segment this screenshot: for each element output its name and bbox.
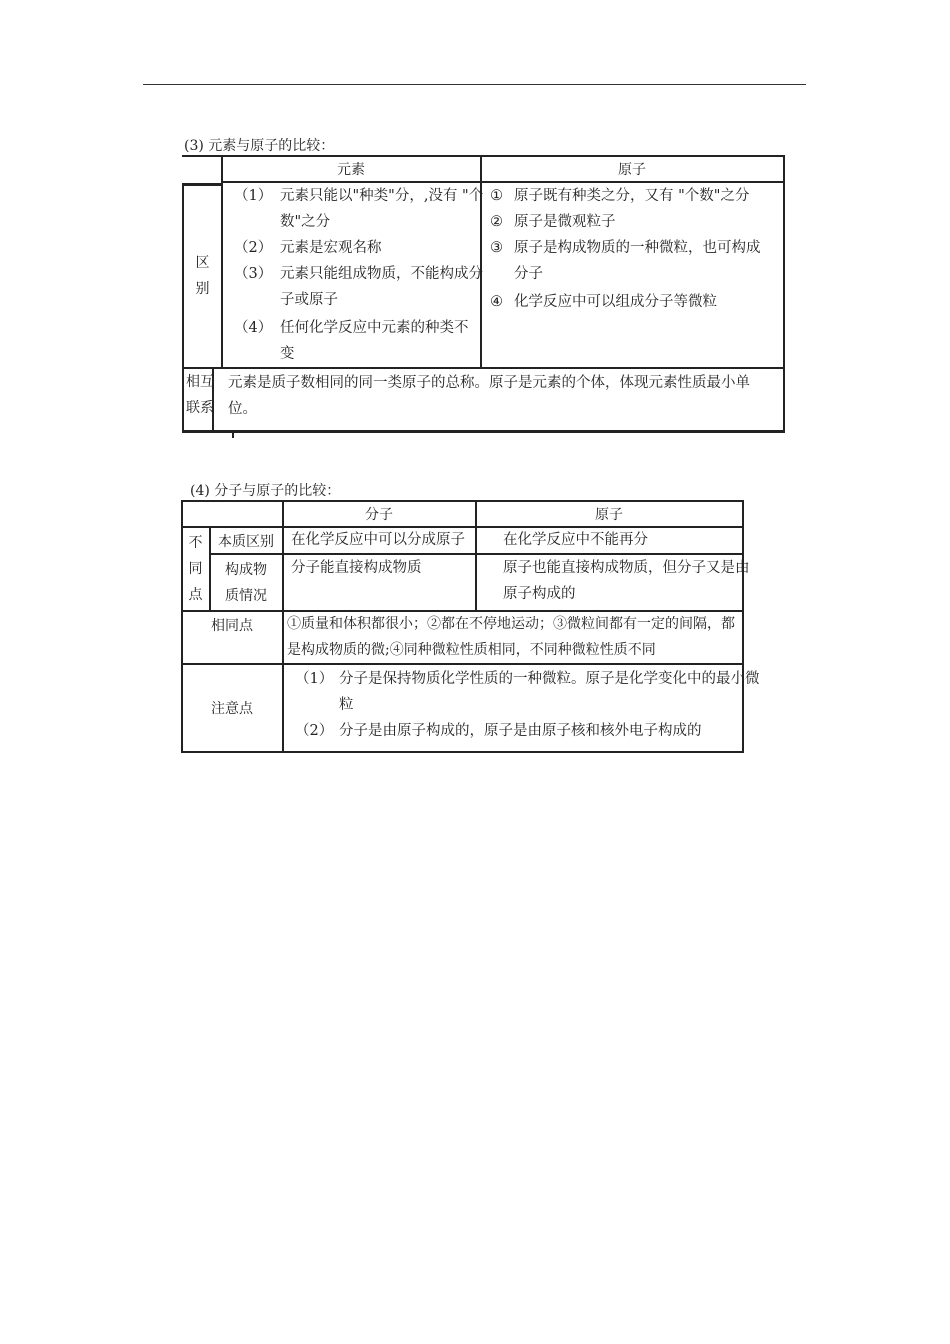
element-atom-table: 元素 原子 区 别 （1） 元素只能以"种类"分，,没有 "个 数"之分 （2） 元素是宏观名称 （3） 元素只能组成物质，不能构成分 子或原子 （4） 任何化学反应中元素的种类不 变 ① 原子既有种类之分，又有 "个数"之分 ② 原子是微观粒子 ③ 原子是构成物质的一种微粒，也可构成 分子 ④ 化学反应中可以组成分子等微粒 相互 联系 元素是质子数相同的同一类原子的总称。原子是元素的个体，体现元素性质最小单 位。 <box>182 155 785 432</box>
col-header-atom: 原子 <box>618 161 646 178</box>
list-item-cont: 变 <box>280 346 295 362</box>
row-label-compose: 构成物 质情况 <box>225 561 267 604</box>
row-label-diff: 区 别 <box>195 255 210 297</box>
row-label-diff: 不 同 点 <box>188 535 203 603</box>
row-label-essence: 本质区别 <box>218 533 274 550</box>
row-label-same: 相同点 <box>211 618 253 634</box>
col-header-atom: 原子 <box>595 506 623 523</box>
note-1-cont: 粒 <box>339 697 354 713</box>
section3-title: (3) 元素与原子的比较： <box>184 138 335 154</box>
molecule-atom-table: 分子 原子 不 同 点 本质区别 在化学反应中可以分成原子 在化学反应中不能再分 构成物 质情况 分子能直接构成物质 原子也能直接构成物质，但分子又是由 原子构成的 相同点 ①质量和体积都很小；②都在不停地运动；③微粒间都有一定的间隔，都 是构成物质的微;④同种微粒性质相同，不同种微粒性质不同 注意点 （1） 分子是保持物质化学性质的一种微粒。原子是化学变化中的最小微 粒 （2） 分子是由原子构成的，原子是由原子核和核外电子构成的 <box>181 500 744 753</box>
link-text-line2: 位。 <box>228 401 257 417</box>
compose-molecule: 分子能直接构成物质 <box>291 560 422 576</box>
col-header-molecule: 分子 <box>365 506 393 523</box>
list-item-cont: 子或原子 <box>280 292 338 308</box>
col-header-element: 元素 <box>337 161 365 178</box>
compose-atom-line2: 原子构成的 <box>503 586 576 602</box>
section4-title: (4) 分子与原子的比较： <box>190 483 341 499</box>
same-text-line1: ①质量和体积都很小；②都在不停地运动；③微粒间都有一定的间隔，都 <box>287 616 735 632</box>
list-item-cont: 分子 <box>514 266 543 282</box>
essence-atom: 在化学反应中不能再分 <box>503 532 648 548</box>
compose-atom-line1: 原子也能直接构成物质，但分子又是由 <box>503 560 750 576</box>
essence-molecule: 在化学反应中可以分成原子 <box>291 532 465 548</box>
row-label-note: 注意点 <box>211 701 253 717</box>
list-item-cont: 数"之分 <box>280 214 331 230</box>
same-text-line2: 是构成物质的微;④同种微粒性质相同，不同种微粒性质不同 <box>287 642 656 658</box>
link-text-line1: 元素是质子数相同的同一类原子的总称。原子是元素的个体，体现元素性质最小单 <box>228 375 750 391</box>
row-label-link: 相互 联系 <box>186 374 214 416</box>
header-rule <box>143 84 806 85</box>
